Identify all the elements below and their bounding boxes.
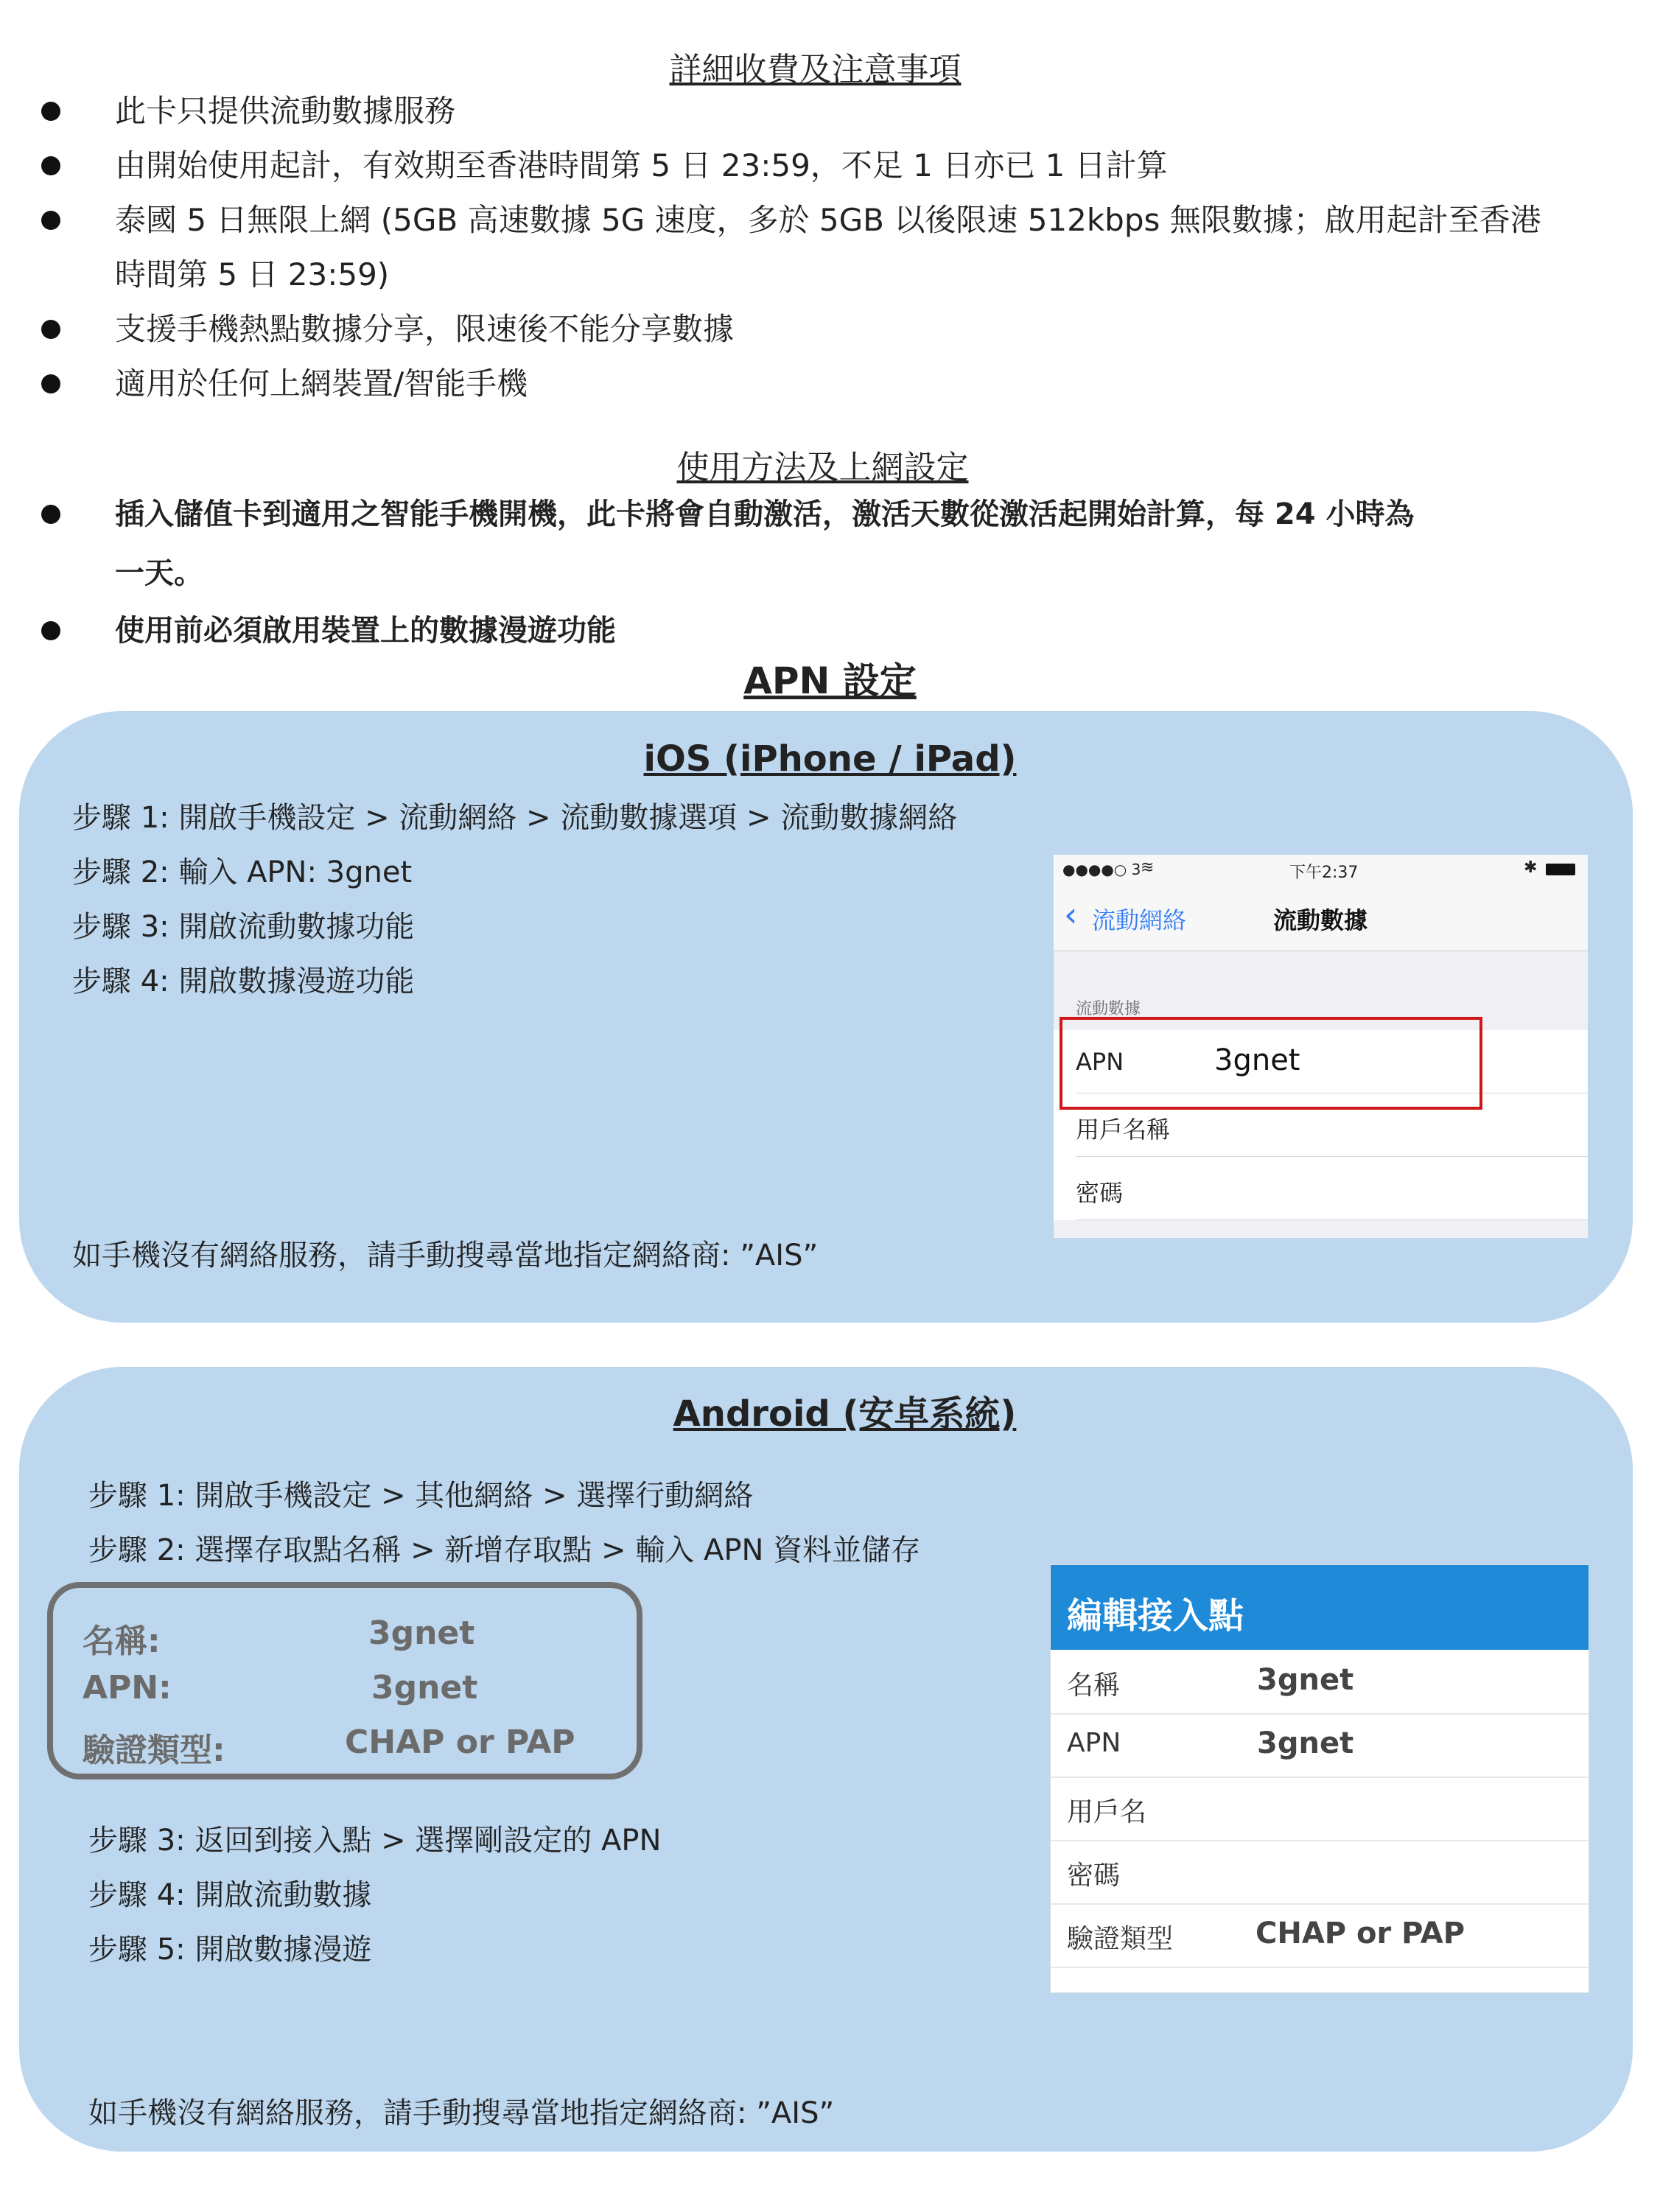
back-chevron-icon[interactable]: ‹ bbox=[1064, 895, 1078, 934]
bullet-icon bbox=[41, 102, 60, 121]
apn-label: APN bbox=[1076, 1048, 1124, 1076]
setting-auth-label: 驗證類型: bbox=[83, 1732, 225, 1769]
fee-item-text: 由開始使用起計，有效期至香港時間第 5 日 23:59，不足 1 日亦已 1 日計算 bbox=[115, 147, 1168, 183]
android-username-row[interactable] bbox=[1051, 1777, 1589, 1841]
ios-step: 步驟 1: 開啟手機設定 > 流動網絡 > 流動數據選項 > 流動數據網絡 bbox=[72, 801, 958, 835]
android-step: 步驟 4: 開啟流動數據 bbox=[88, 1878, 372, 1912]
apn-highlight-box bbox=[1060, 1017, 1482, 1110]
username-label: 用戶名稱 bbox=[1076, 1116, 1171, 1144]
android-name-row[interactable] bbox=[1051, 1650, 1589, 1715]
auth-type-label: 驗證類型 bbox=[1067, 1924, 1174, 1954]
setting-name-label: 名稱: bbox=[83, 1623, 161, 1660]
android-network-note: 如手機沒有網絡服務，請手動搜尋當地指定網絡商: ”AIS” bbox=[88, 2096, 835, 2130]
password-label: 密碼 bbox=[1067, 1861, 1121, 1891]
bullet-icon bbox=[41, 621, 60, 640]
fee-item-text: 此卡只提供流動數據服務 bbox=[115, 93, 456, 129]
name-value[interactable]: 3gnet bbox=[1257, 1663, 1354, 1697]
setting-apn-value: 3gnet bbox=[371, 1669, 478, 1707]
bullet-icon bbox=[41, 505, 60, 524]
fee-item-text: 支援手機熱點數據分享，限速後不能分享數據 bbox=[115, 311, 735, 347]
bullet-icon bbox=[41, 156, 60, 175]
back-button[interactable]: 流動網絡 bbox=[1092, 906, 1187, 934]
signal-indicator: ●●●●○ 3 bbox=[1062, 861, 1141, 878]
ios-step: 步驟 2: 輸入 APN: 3gnet bbox=[72, 855, 413, 889]
usage-item-text: 插入儲值卡到適用之智能手機開機，此卡將會自動激活，激活天數從激活起開始計算，每 24 小時為 bbox=[115, 497, 1415, 531]
auth-type-value[interactable]: CHAP or PAP bbox=[1255, 1917, 1465, 1950]
apn-title: APN 設定 bbox=[743, 659, 917, 702]
android-step: 步驟 1: 開啟手機設定 > 其他網絡 > 選擇行動網絡 bbox=[88, 1479, 754, 1513]
android-settings-screenshot bbox=[1050, 1564, 1589, 1993]
ios-nav-bar bbox=[1054, 884, 1588, 951]
name-label: 名稱 bbox=[1067, 1670, 1121, 1701]
setting-auth-value: CHAP or PAP bbox=[345, 1723, 575, 1761]
row-divider bbox=[1076, 1219, 1588, 1220]
battery-icon bbox=[1546, 864, 1575, 875]
usage-item-text: 一天。 bbox=[115, 556, 203, 590]
fee-item-text: 時間第 5 日 23:59) bbox=[115, 256, 390, 293]
setting-apn-label: APN: bbox=[83, 1669, 172, 1707]
bullet-icon bbox=[41, 211, 60, 230]
setting-name-value: 3gnet bbox=[368, 1614, 475, 1652]
usage-item-text: 使用前必須啟用裝置上的數據漫遊功能 bbox=[115, 614, 616, 648]
fee-item-text: 適用於任何上網裝置/智能手機 bbox=[115, 365, 528, 402]
usage-title: 使用方法及上網設定 bbox=[676, 449, 969, 486]
ios-network-note: 如手機沒有網絡服務，請手動搜尋當地指定網絡商: ”AIS” bbox=[72, 1239, 819, 1273]
wifi-icon: ≋ bbox=[1141, 858, 1155, 877]
nav-title: 流動數據 bbox=[1273, 906, 1368, 934]
apn-label: APN bbox=[1067, 1728, 1121, 1758]
username-label: 用戶名 bbox=[1067, 1797, 1147, 1827]
ios-settings-screenshot bbox=[1054, 855, 1588, 1238]
apn-settings-box bbox=[47, 1582, 642, 1779]
bullet-icon bbox=[41, 320, 60, 339]
status-time: 下午2:37 bbox=[1289, 864, 1359, 882]
fees-title: 詳細收費及注意事項 bbox=[669, 51, 962, 88]
fee-item-text: 泰國 5 日無限上網 (5GB 高速數據 5G 速度，多於 5GB 以後限速 512kbps 無限數據；啟用起計至香港 bbox=[115, 202, 1541, 238]
bullet-icon bbox=[41, 374, 60, 393]
password-label: 密碼 bbox=[1076, 1179, 1124, 1207]
ios-status-bar bbox=[1054, 855, 1588, 884]
apn-value[interactable]: 3gnet bbox=[1257, 1726, 1354, 1760]
ios-step: 步驟 3: 開啟流動數據功能 bbox=[72, 910, 415, 944]
android-password-row[interactable] bbox=[1051, 1840, 1589, 1905]
android-step: 步驟 5: 開啟數據漫遊 bbox=[88, 1933, 372, 1967]
ios-title: iOS (iPhone / iPad) bbox=[643, 738, 1017, 780]
apn-value[interactable]: 3gnet bbox=[1214, 1043, 1300, 1077]
section-header: 流動數據 bbox=[1076, 1000, 1141, 1018]
android-step: 步驟 3: 返回到接入點 > 選擇剛設定的 APN bbox=[88, 1824, 662, 1858]
android-auth-row[interactable] bbox=[1051, 1903, 1589, 1968]
password-row[interactable] bbox=[1054, 1157, 1588, 1220]
android-step: 步驟 2: 選擇存取點名稱 > 新增存取點 > 輸入 APN 資料並儲存 bbox=[88, 1533, 921, 1567]
header-title: 編輯接入點 bbox=[1067, 1595, 1244, 1637]
android-apn-row[interactable] bbox=[1051, 1713, 1589, 1778]
bluetooth-icon: ✱ bbox=[1524, 858, 1538, 877]
android-title: Android (安卓系統) bbox=[673, 1393, 1017, 1435]
ios-step: 步驟 4: 開啟數據漫遊功能 bbox=[72, 965, 415, 998]
edit-apn-header bbox=[1051, 1565, 1589, 1650]
